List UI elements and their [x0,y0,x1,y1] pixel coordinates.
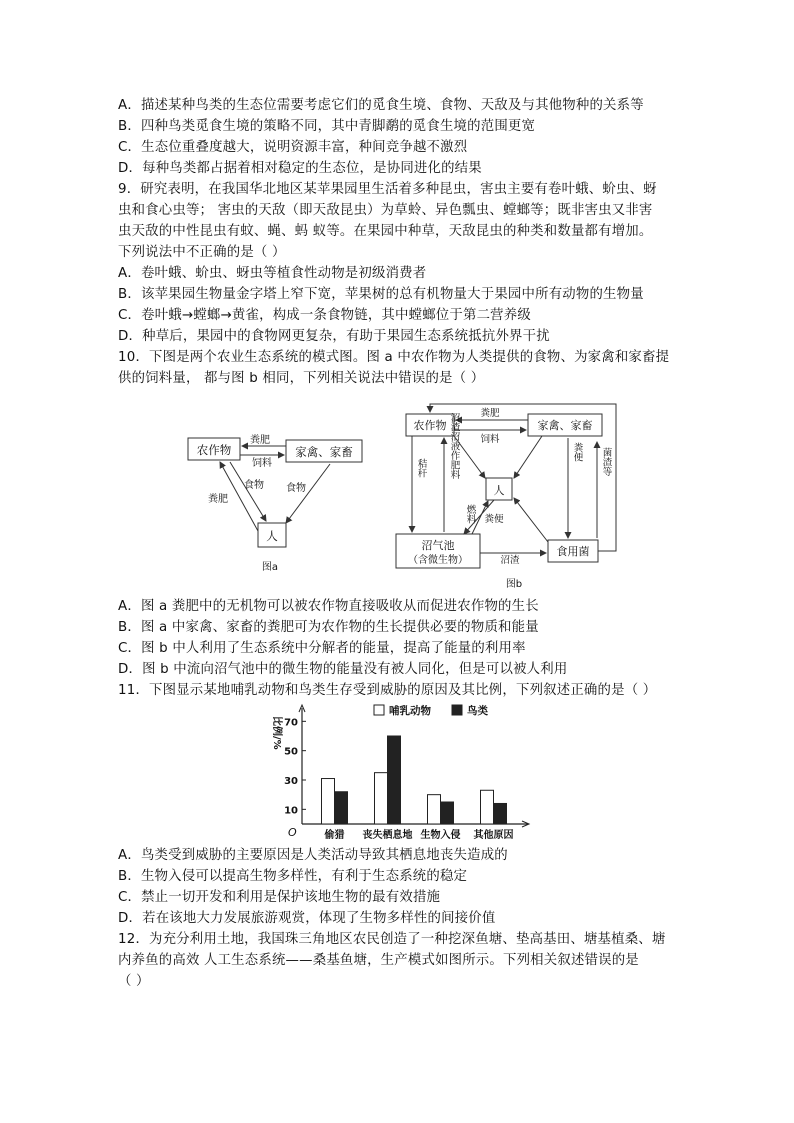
bar-mammal [322,779,335,824]
q12-stem-line: （ ） [118,974,150,989]
fig-a-caption: 图a [261,562,279,573]
legend-swatch [374,705,384,715]
x-tick-label: 丧失栖息地 [362,830,413,841]
threat-cause-bar-chart [262,700,534,846]
q10-stem-line: 供的饲料量， 都与图 b 相同，下列相关说法中错误的是（ ） [118,371,485,386]
figure-b-diagram [392,398,628,594]
legend-label: 鸟类 [467,705,488,717]
fig-a-food-label: 食物 [244,480,264,491]
figure-a-diagram [180,428,380,578]
origin-label: O [288,826,297,839]
q11-option-b: B．生物入侵可以提高生物多样性，有利于生态系统的稳定 [118,869,468,884]
legend-label: 哺乳动物 [389,705,431,717]
fig-b-manure-label: 粪肥 [480,408,500,419]
fig-b-residue-fert-label: 沼渣沼液作肥料 [448,412,460,480]
y-tick-label: 50 [284,746,298,758]
fig-b-arrow [514,498,548,542]
chart-legend [374,704,488,717]
x-tick-label: 其他原因 [473,830,514,841]
q9-stem-line: 9．研究表明，在我国华北地区某苹果园里生活着多种昆虫，害虫主要有卷叶蛾、蚧虫、蚜 [118,182,657,197]
q11-option-d: D．若在该地大力发展旅游观赏，体现了生物多样性的间接价值 [118,911,496,926]
q12-stem-line: 内养鱼的高效 人工生态系统——桑基鱼塘，生产模式如图所示。下列相关叙述错误的是 [118,953,639,968]
q8-option-b: B．四种鸟类觅食生境的策略不同，其中青脚鹬的觅食生境的范围更宽 [118,119,536,134]
fig-b-human-label: 人 [493,484,505,497]
fig-b-caption: 图b [505,579,523,590]
fig-a-manure-label: 粪肥 [208,494,228,505]
q11-option-a: A．鸟类受到威胁的主要原因是人类活动导致其栖息地丧失造成的 [118,848,508,863]
q10-option-a: A．图 a 粪肥中的无机物可以被农作物直接吸收从而促进农作物的生长 [118,599,539,614]
fig-b-dregs-label: 菌渣等 [600,447,612,477]
fig-a-crop-label: 农作物 [196,443,232,457]
q9-stem-line: 虫和食心虫等； 害虫的天敌（即天敌昆虫）为草蛉、异色瓢虫、螳螂等；既非害虫又非害 [118,203,653,218]
fig-b-crop-label: 农作物 [413,419,447,432]
fig-b-fungus-label: 食用菌 [556,545,590,558]
bar-bird [388,736,401,824]
q12-stem-line: 12．为充分利用土地，我国珠三角地区农民创造了一种挖深鱼塘、垫高基田、塘基植桑、塘 [118,932,666,947]
bar-mammal [481,790,494,824]
fig-b-residue-label: 沼渣 [500,555,520,566]
fig-b-arrow [514,436,542,478]
fig-a-human-label: 人 [266,529,278,543]
y-tick-label: 10 [284,805,298,817]
x-tick-label: 生物入侵 [420,830,461,841]
q9-option-d: D．种草后，果园中的食物网更复杂，有助于果园生态系统抵抗外界干扰 [118,329,550,344]
q9-stem-line: 虫天敌的中性昆虫有蚊、蝇、蚂 蚁等。在果园中种草，天敌昆虫的种类和数量都有增加。 [118,224,653,239]
q9-option-a: A．卷叶蛾、蚧虫、蚜虫等植食性动物是初级消费者 [118,266,427,281]
fig-b-fuel-label: 燃料 [464,504,476,524]
fig-a-feed-label: 饲料 [252,458,272,469]
fig-a-manure-label: 粪肥 [250,435,270,446]
y-tick-label: 70 [284,717,298,729]
fig-b-feed-label: 饲料 [480,434,500,445]
bar-bird [441,802,454,824]
q11-option-c: C．禁止一切开发和利用是保护该地生物的最有效措施 [118,890,441,905]
q8-option-d: D．每种鸟类都占据着相对稳定的生态位，是协同进化的结果 [118,161,482,176]
legend-swatch [452,705,462,715]
q10-option-d: D．图 b 中流向沼气池中的微生物的能量没有被人同化，但是可以被人利用 [118,662,568,677]
y-axis-label: 比例/% [271,716,282,750]
bar-bird [335,792,348,824]
fig-a-poultry-label: 家禽、家畜 [295,445,353,459]
bar-bird [494,803,507,824]
q9-option-c: C．卷叶蛾→螳螂→黄雀，构成一条食物链，其中螳螂位于第二营养级 [118,308,531,323]
q8-option-a: A．描述某种鸟类的生态位需要考虑它们的觅食生境、食物、天敌及与其他物种的关系等 [118,98,644,113]
fig-a-food-label: 食物 [286,483,306,494]
fig-b-feces2-label: 粪便 [571,442,583,462]
fig-b-poultry-label: 家禽、家畜 [537,419,593,432]
q9-stem-line: 下列说法中不正确的是（ ） [118,245,286,260]
bar-mammal [375,773,388,824]
fig-b-feces-label: 粪便 [484,514,504,525]
x-tick-label: 偷猎 [324,830,345,841]
fig-b-biogas-label: 沼气池 [421,539,455,552]
q10-stem-line: 10．下图是两个农业生态系统的模式图。图 a 中农作物为人类提供的食物、为家禽和家畜提 [118,350,670,365]
bar-mammal [428,795,441,824]
y-tick-label: 30 [284,776,298,787]
fig-b-straw-label: 秸秆 [415,458,427,478]
q8-option-c: C．生态位重叠度越大，说明资源丰富，种间竞争越不激烈 [118,140,468,155]
q11-stem: 11．下图显示某地哺乳动物和鸟类生存受到威胁的原因及其比例，下列叙述正确的是（ ） [118,683,657,698]
q9-option-b: B．该苹果园生物量金字塔上窄下宽，苹果树的总有机物量大于果园中所有动物的生物量 [118,287,644,302]
q10-option-b: B．图 a 中家禽、家畜的粪肥可为农作物的生长提供必要的物质和能量 [118,620,539,635]
fig-b-biogas-sub: （含微生物） [408,555,468,566]
q10-option-c: C．图 b 中人利用了生态系统中分解者的能量，提高了能量的利用率 [118,641,526,656]
chart-bars [322,736,507,824]
